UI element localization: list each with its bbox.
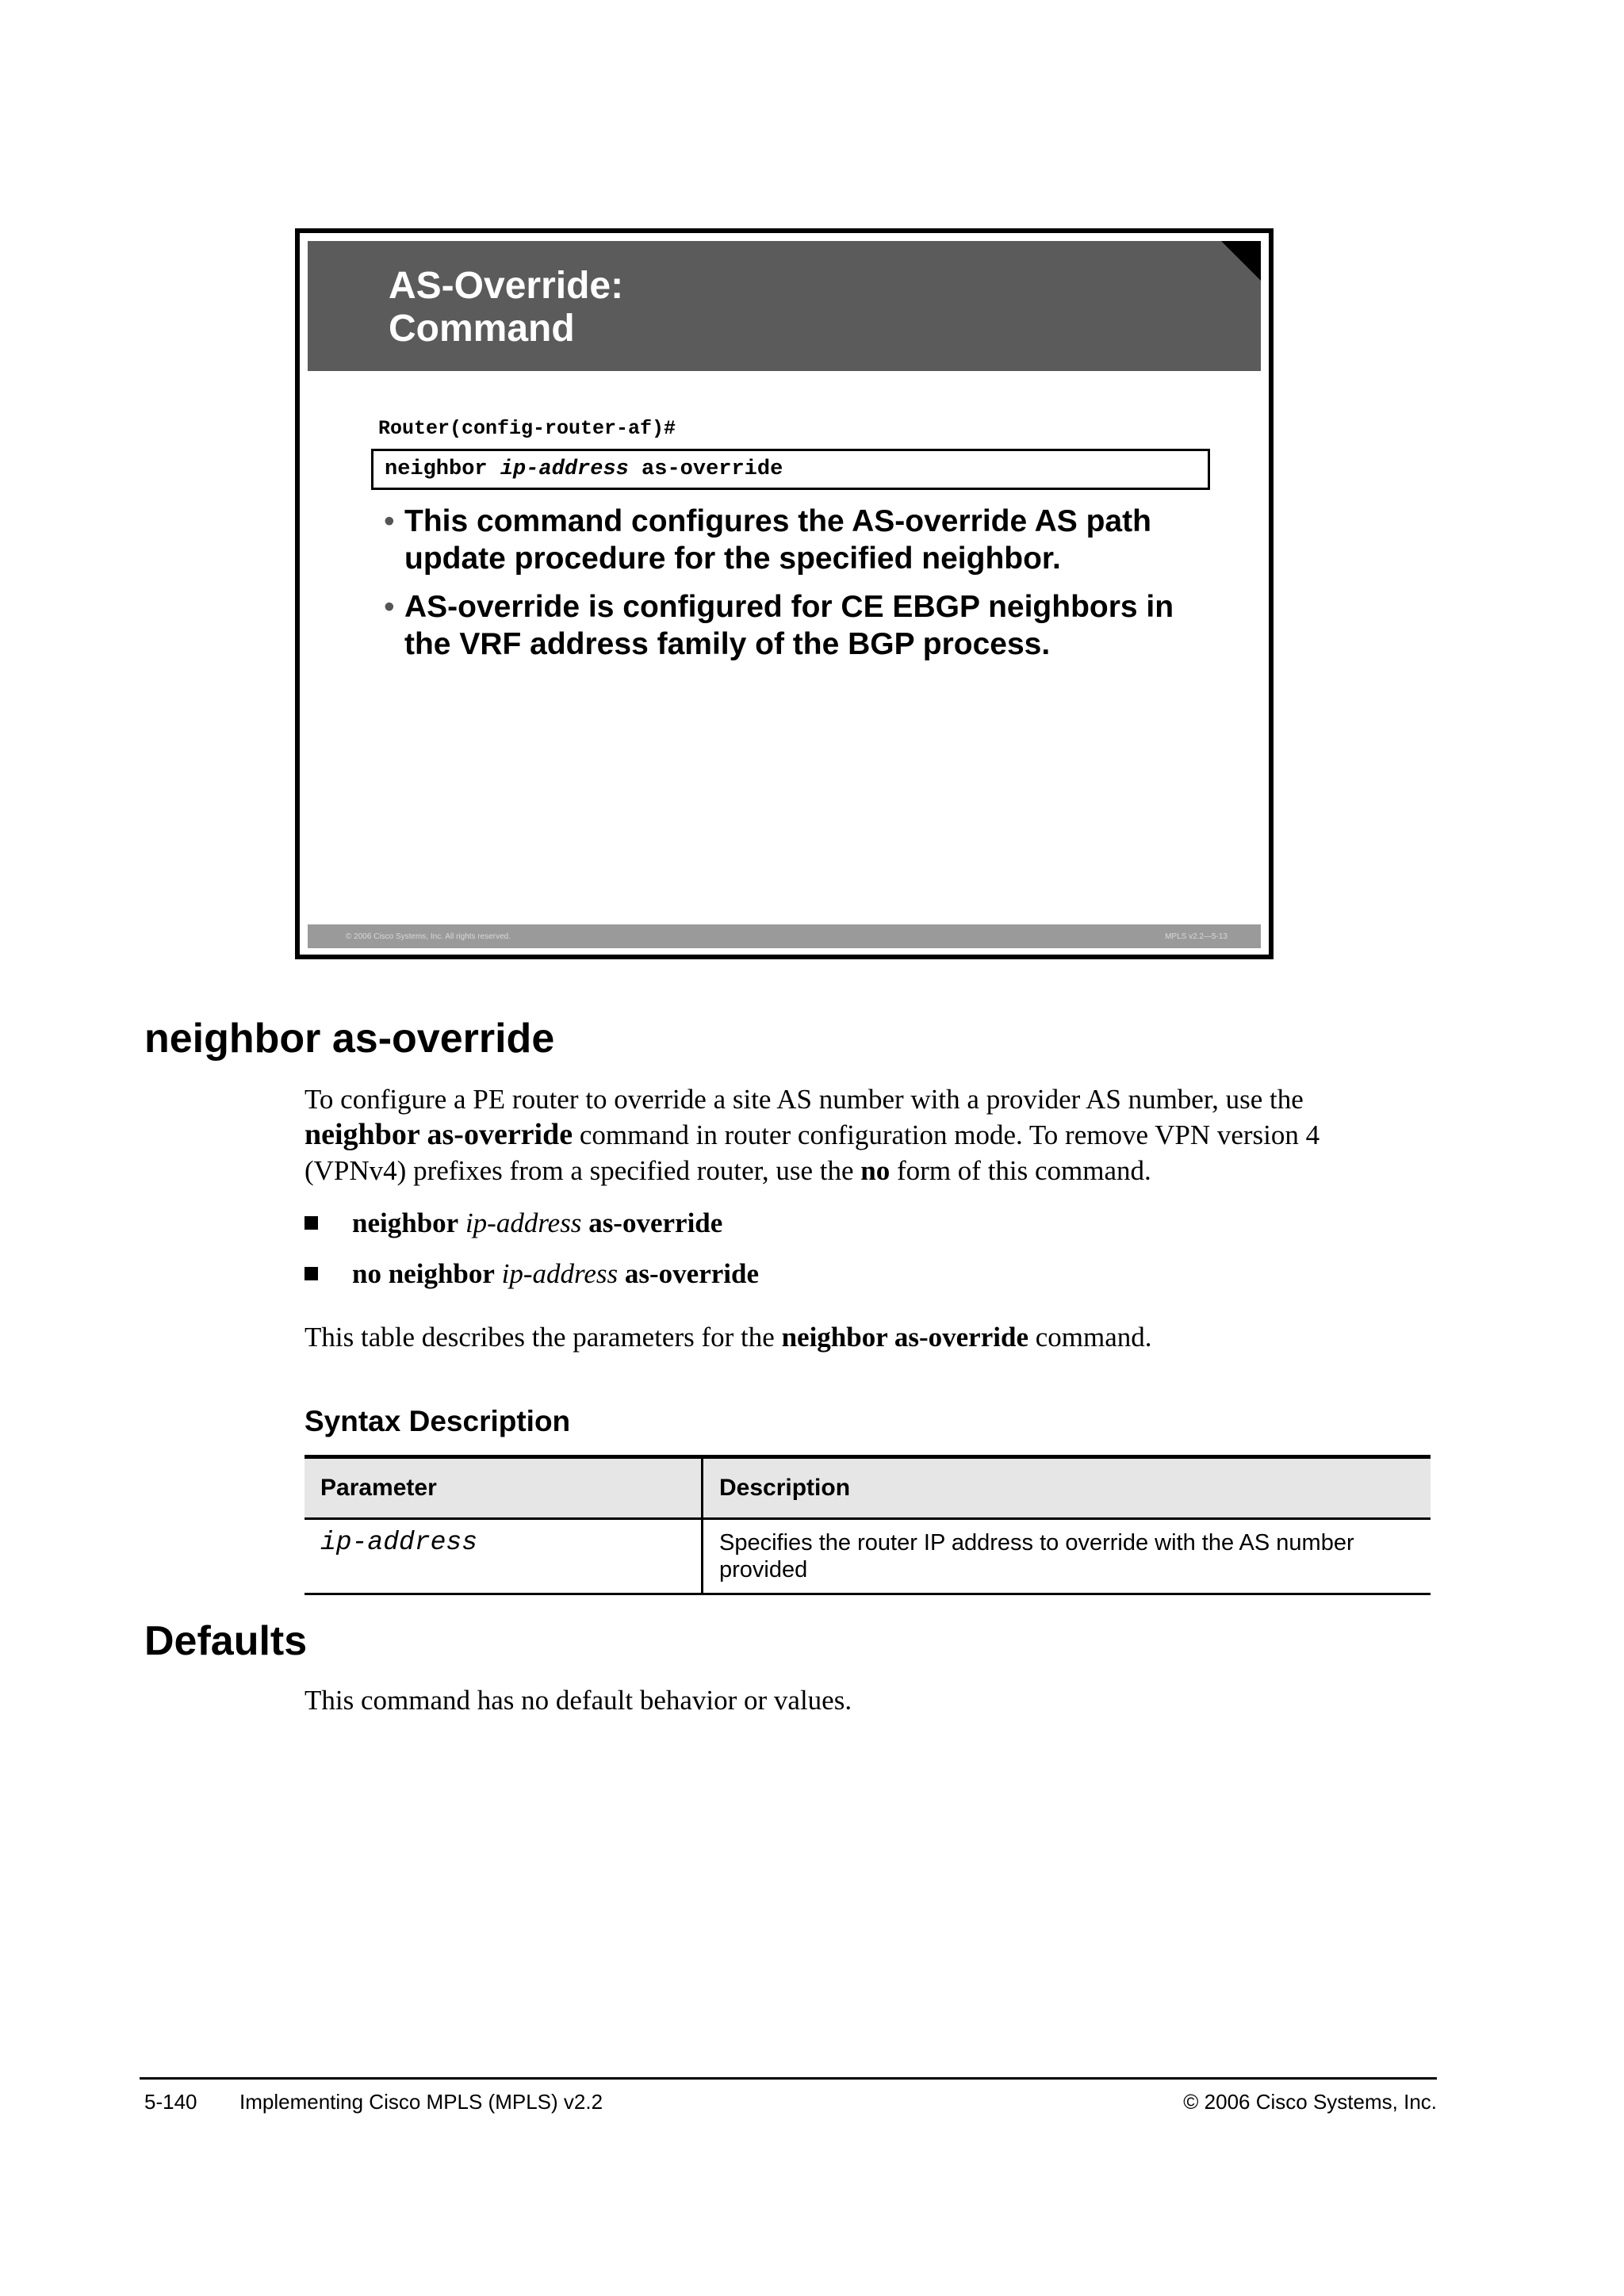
slide-title [389, 265, 623, 350]
section-heading-defaults: Defaults [144, 1618, 308, 1664]
router-prompt: Router(config-router-af)# [378, 417, 676, 440]
book-title: Implementing Cisco MPLS (MPLS) v2.2 [239, 2090, 603, 2114]
square-bullet-icon [304, 1216, 318, 1230]
slide-bullet [379, 588, 1220, 663]
page-number: 5-140 [144, 2090, 197, 2114]
description-cell: Specifies the router IP address to override with the AS number provided [703, 1519, 1431, 1594]
slide-bullet [379, 503, 1220, 577]
intro-text: command in router configuration mode. To remove VPN version 4 (VPNv4) prefixes from a specified router, use the [304, 1119, 1320, 1186]
slide-image [295, 228, 1274, 959]
slide-code: MPLS v2.2—5-13 [1165, 932, 1228, 941]
slide-header [308, 241, 1261, 371]
command-syntax-box [371, 449, 1210, 490]
defaults-paragraph: This command has no default behavior or values. [304, 1685, 852, 1716]
slide-bullet-text: This command configures the AS-override AS path update procedure for the specified neighbor. [404, 504, 1151, 576]
intro-no-keyword: no [860, 1155, 891, 1186]
command-argument: ip-address [465, 1207, 582, 1238]
intro-paragraph [304, 1081, 1415, 1188]
bullet-icon: • [384, 504, 395, 538]
command-form-item [304, 1256, 759, 1307]
table-intro-text: This table describes the parameters for the [304, 1322, 782, 1353]
column-header-description: Description [703, 1457, 1431, 1519]
table-header-row [304, 1457, 1431, 1519]
intro-text: form of this command. [890, 1155, 1151, 1186]
slide-copyright: © 2006 Cisco Systems, Inc. All rights reserved. [346, 932, 511, 941]
bullet-icon: • [384, 590, 395, 624]
command-argument: ip-address [500, 457, 629, 481]
slide-bullet-text: AS-override is configured for CE EBGP neighbors in the VRF address family of the BGP process. [404, 590, 1174, 661]
column-header-parameter: Parameter [304, 1457, 703, 1519]
parameter-cell: ip-address [304, 1519, 703, 1594]
command-keyword: as-override [588, 1207, 723, 1238]
slide-bullet-list [379, 503, 1220, 674]
intro-command-name: neighbor as-override [304, 1118, 573, 1151]
command-keyword: neighbor [385, 457, 500, 481]
slide-corner-decoration [1221, 241, 1261, 281]
table-row [304, 1519, 1431, 1594]
command-keyword: as-override [624, 1258, 759, 1289]
slide-footer [308, 924, 1261, 948]
syntax-description-heading: Syntax Description [304, 1405, 571, 1437]
command-keyword: neighbor [352, 1207, 459, 1238]
command-form-list [304, 1205, 759, 1307]
intro-text: To configure a PE router to override a site AS number with a provider AS number, use the [304, 1084, 1304, 1115]
slide-title-line2: Command [389, 308, 575, 350]
table-intro-text: command. [1028, 1322, 1152, 1353]
table-intro-command-name: neighbor as-override [781, 1322, 1028, 1353]
square-bullet-icon [304, 1267, 318, 1280]
footer-copyright: © 2006 Cisco Systems, Inc. [1183, 2090, 1437, 2114]
table-intro-paragraph [304, 1319, 1415, 1355]
footer-divider [140, 2077, 1437, 2080]
command-keyword: no neighbor [352, 1258, 495, 1289]
command-form-item [304, 1205, 759, 1256]
command-keyword: as-override [628, 457, 783, 481]
slide-title-line1: AS-Override: [389, 265, 624, 307]
section-heading-neighbor-as-override: neighbor as-override [144, 1016, 555, 1062]
syntax-description-table [304, 1455, 1431, 1595]
command-argument: ip-address [501, 1258, 619, 1289]
